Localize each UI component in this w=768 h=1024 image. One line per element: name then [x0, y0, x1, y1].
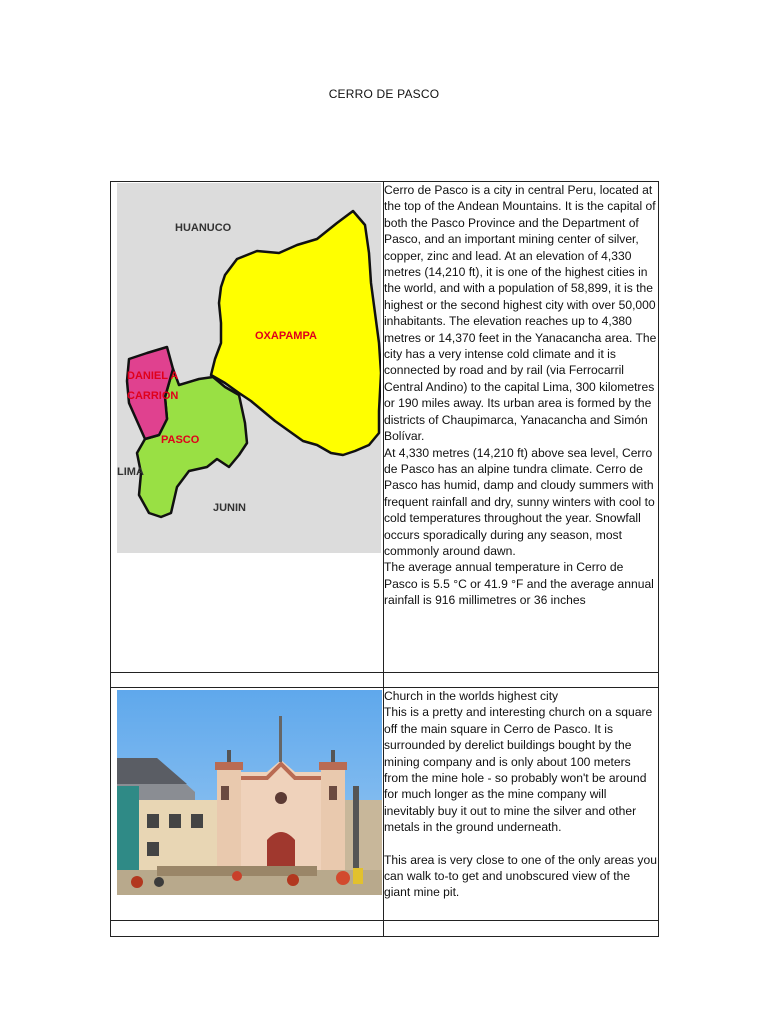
temperature-paragraph: The average annual temperature in Cerro de Pasco is 5.5 °C or 41.9 °F and the average annual rainfall is 916 millimetres or 36 inches [384, 560, 654, 608]
church-paragraph: This is a pretty and interesting church on a square off the main square in Cerro de Pasco. It is surrounded by derelict buildings bought by the mining company and is only about 100 meters from the mine hole - so probably won't be around for much longer as the mine company will inevitably buy it out to mine the silver and other metals in the ground underneath. [384, 705, 653, 835]
church-photo [117, 690, 382, 895]
table-row [111, 688, 659, 921]
label-carrion: CARRION [127, 390, 179, 402]
mine-view-paragraph: This area is very close to one of the only areas you can walk to-to get and unobscured view of the giant mine pit. [384, 852, 657, 900]
label-junin: JUNIN [213, 502, 247, 514]
climate-paragraph: At 4,330 metres (14,210 ft) above sea level, Cerro de Pasco has an alpine tundra climate. Cerro de Pasco has humid, damp and cloudy summers with frequent rainfall and dry, sunny winters with cool to cold temperatures throughout the year. Snowfall occurs sporadically during any season, most commonly around dawn. [384, 445, 655, 558]
church-description-cell [384, 688, 659, 921]
label-daniel-a: DANIEL A [127, 370, 179, 382]
table-row [111, 673, 659, 688]
church-heading: Church in the worlds highest city [384, 689, 559, 703]
label-lima: LIMA [117, 466, 144, 478]
table-row [111, 921, 659, 937]
content-table [110, 181, 659, 937]
description-paragraph: Cerro de Pasco is a city in central Peru, located at the top of the Andean Mountains. It is the capital of both the Pasco Province and the Department of Pasco, and an important mining center of silver, copper, zinc and lead. At an elevation of 4,330 metres (14,210 ft), it is one of the highest cities in the world, and with a population of 58,899, it is the highest or the second highest city with over 50,000 inhabitants. The elevation reaches up to 4,380 metres or 14,370 feet in the Yanacancha area. The city has a very intense cold climate and it is connected by road and by rail (via Ferrocarril Central Andino) to the capital Lima, 300 kilometres or 190 miles away. Its urban area is formed by the districts of Chaupimarca, Yanacancha and Simón Bolívar. [384, 183, 657, 444]
document-title: CERRO DE PASCO [328, 87, 440, 101]
table-row [111, 182, 659, 673]
pasco-region-map [117, 183, 381, 553]
map-cell [111, 182, 384, 673]
label-pasco: PASCO [161, 434, 200, 446]
description-cell [384, 182, 659, 673]
label-huanuco: HUANUCO [175, 222, 232, 234]
photo-cell [111, 688, 384, 921]
label-oxapampa: OXAPAMPA [255, 330, 317, 342]
